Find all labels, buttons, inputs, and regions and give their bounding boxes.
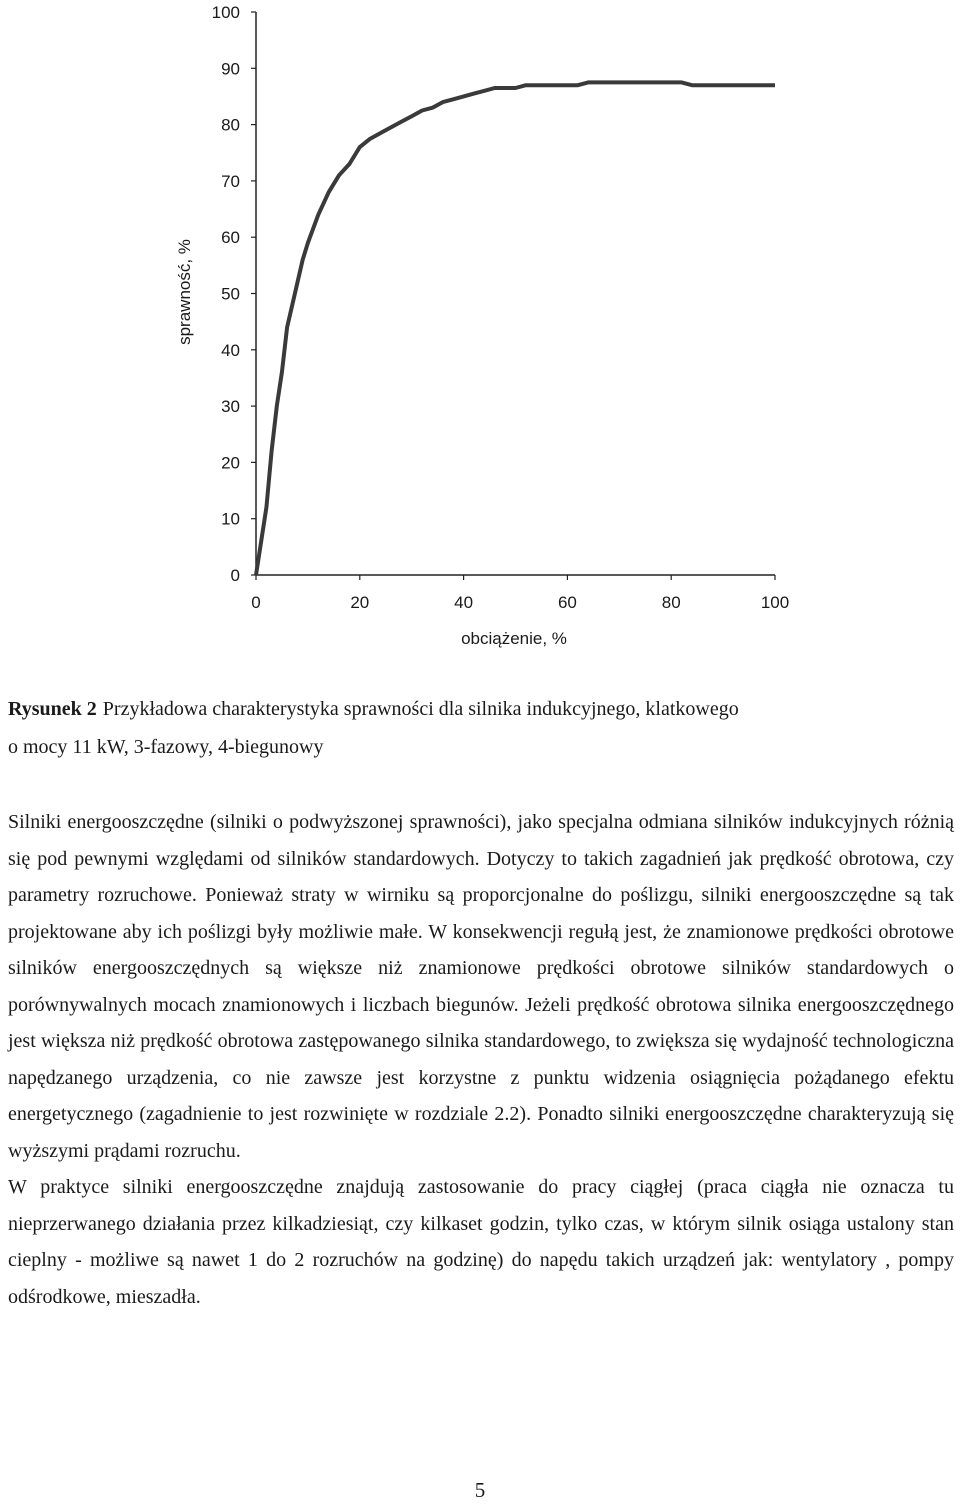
x-tick-label: 80: [661, 593, 681, 612]
x-tick-labels: [251, 575, 789, 612]
y-tick-label: 100: [211, 3, 240, 22]
paragraph: W praktyce silniki energooszczędne znajdują zastosowanie do pracy ciągłej (praca ciągła nie oznacza tu nieprzerwanego działania przez kilkadziesiąt, czy kilkaset godzin, tylko czas, w którym silnik osiąga ustalony stan cieplny - możliwe są nawet 1 do 2 rozruchów na godzinę) do napędu takich urządzeń jak: wentylatory , pompy odśrodkowe, mieszadła.: [8, 1176, 954, 1308]
y-tick-labels: [212, 3, 256, 585]
x-axis-label: obciążenie, %: [461, 629, 567, 648]
y-tick-label: 40: [221, 340, 240, 360]
y-tick-label: 20: [221, 453, 240, 473]
series-lines: [256, 82, 775, 575]
x-tick-label: 60: [557, 593, 577, 612]
paragraph: Silniki energooszczędne (silniki o podwyższonej sprawności), jako specjalna odmiana silników indukcyjnych różnią się pod pewnymi względami od silników standardowych. Dotyczy to takich zagadnień jak prędkość obrotowa, czy parametry rozruchowe. Ponieważ straty w wirniku są proporcjonalne do poślizgu, silniki energooszczędne są tak projektowane aby ich poślizgi były możliwie małe. W konsekwencji regułą jest, że znamionowe prędkości obrotowe silników energooszczędnych są większe niż znamionowe prędkości obrotowe silników standardowych o porównywalnych mocach znamionowych i liczbach biegunów. Jeżeli prędkość obrotowa silnika energooszczędnego jest większa niż prędkość obrotowa zastępowanego silnika standardowego, to zwiększa się wydajność technologiczna napędzanego urządzenia, co nie zawsze jest korzystne z punktu widzenia osiągnięcia pożądanego efektu energetycznego (zagadnienie to jest rozwinięte w rozdziale 2.2). Ponadto silniki energooszczędne charakteryzują się wyższymi prądami rozruchu.: [8, 811, 954, 1162]
body-text: [8, 804, 954, 1315]
x-tick-label: 20: [350, 593, 370, 612]
page-number: 5: [474, 1478, 486, 1502]
chart-axes: [256, 12, 775, 575]
x-tick-label: 0: [251, 593, 261, 612]
efficiency-chart: [0, 0, 960, 670]
caption-text-line2: o mocy 11 kW, 3-fazowy, 4-biegunowy: [8, 736, 324, 758]
caption-label: Rysunek 2: [8, 698, 97, 720]
y-tick-label: 50: [221, 284, 240, 304]
y-tick-label: 30: [221, 397, 240, 417]
figure-caption: [8, 690, 954, 766]
efficiency-curve: [256, 82, 775, 575]
y-tick-label: 10: [221, 509, 240, 529]
y-tick-label: 60: [221, 228, 240, 248]
y-tick-label: 70: [221, 171, 240, 191]
y-tick-label: 90: [221, 59, 240, 79]
x-tick-label: 40: [454, 593, 474, 612]
x-tick-label: 100: [760, 593, 790, 612]
caption-text: Przykładowa charakterystyka sprawności dla silnika indukcyjnego, klatkowego: [102, 698, 739, 720]
y-tick-label: 0: [230, 566, 240, 585]
y-tick-label: 80: [221, 115, 240, 135]
y-axis-label: sprawność, %: [175, 239, 194, 345]
